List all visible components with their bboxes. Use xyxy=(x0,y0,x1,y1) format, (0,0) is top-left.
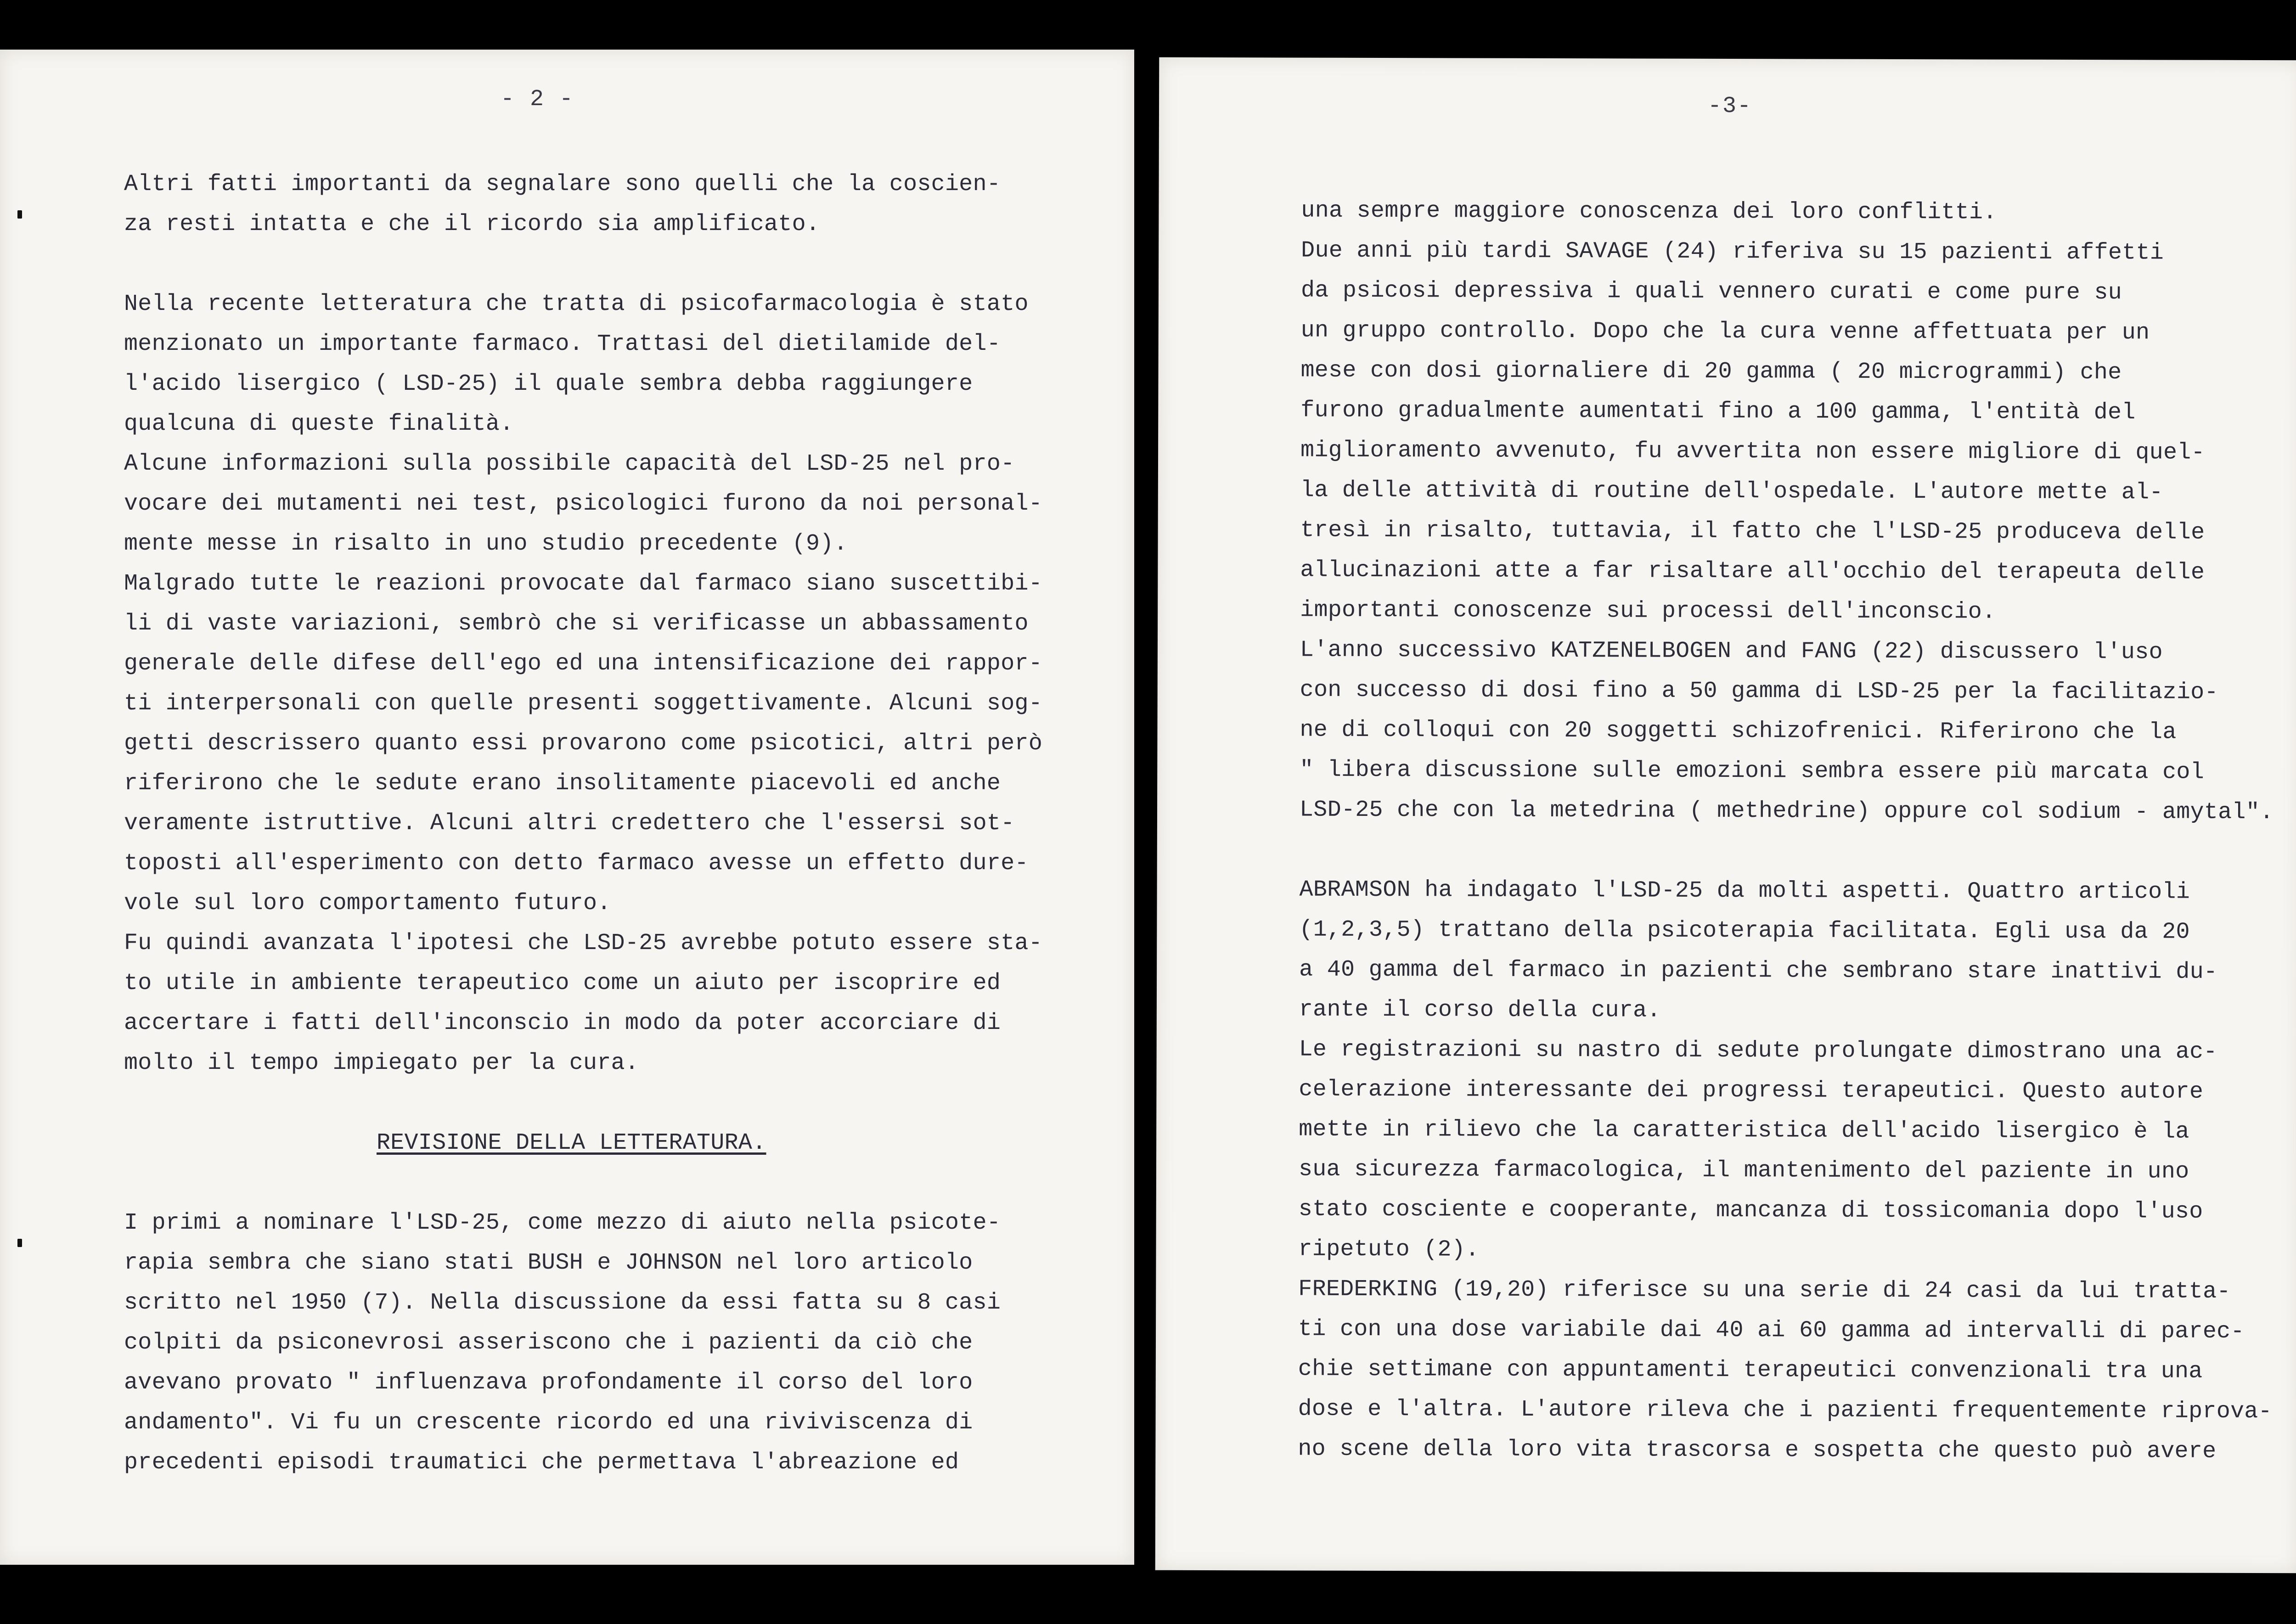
text-line: I primi a nominare l'LSD-25, come mezzo di aiuto nella psicote- xyxy=(124,1210,1001,1236)
text-line: mente messe in risalto in uno studio precedente (9). xyxy=(124,531,848,557)
text-line: getti descrissero quanto essi provarono come psicotici, altri però xyxy=(124,731,1043,757)
text-line: andamento". Vi fu un crescente ricordo ed una riviviscenza di xyxy=(124,1410,973,1436)
text-line: no scene della loro vita trascorsa e sospetta che questo può avere xyxy=(1298,1436,2217,1465)
text-line: ti interpersonali con quelle presenti soggettivamente. Alcuni sog- xyxy=(124,691,1043,717)
text-line: Nella recente letteratura che tratta di psicofarmacologia è stato xyxy=(124,291,1029,317)
text-line: L'anno successivo KATZENELBOGEN and FANG (22) discussero l'uso xyxy=(1300,637,2163,666)
text-line: la delle attività di routine dell'ospedale. L'autore mette al- xyxy=(1300,477,2163,506)
text-line: precedenti episodi traumatici che permettava l'abreazione ed xyxy=(124,1450,959,1476)
text-line: menzionato un importante farmaco. Trattasi del dietilamide del- xyxy=(124,331,1001,357)
text-line: dose e l'altra. L'autore rileva che i pazienti frequentemente riprova- xyxy=(1298,1396,2273,1425)
text-line: mette in rilievo che la caratteristica dell'acido lisergico è la xyxy=(1299,1116,2189,1145)
text-line: colpiti da psiconevrosi asseriscono che i pazienti da ciò che xyxy=(124,1330,973,1356)
section-title-text: REVISIONE DELLA LETTERATURA. xyxy=(377,1130,766,1156)
text-line: mese con dosi giornaliere di 20 gamma ( 20 microgrammi) che xyxy=(1300,357,2122,386)
text-line: da psicosi depressiva i quali vennero curati e come pure su xyxy=(1300,277,2122,306)
page-number: - 2 - xyxy=(501,86,574,112)
text-line: to utile in ambiente terapeutico come un aiuto per iscoprire ed xyxy=(124,970,1001,996)
text-line: sua sicurezza farmacologica, il mantenimento del paziente in uno xyxy=(1298,1156,2189,1185)
punch-hole-mark xyxy=(17,1239,22,1247)
text-line: ripetuto (2). xyxy=(1298,1236,1480,1263)
text-line: za resti intatta e che il ricordo sia amplificato. xyxy=(124,211,820,237)
text-line: chie settimane con appuntamenti terapeutici convenzionali tra una xyxy=(1298,1356,2203,1385)
text-line: stato cosciente e cooperante, mancanza di tossicomania dopo l'uso xyxy=(1298,1196,2203,1225)
text-line: Le registrazioni su nastro di sedute prolungate dimostrano una ac- xyxy=(1299,1036,2217,1065)
text-line: importanti conoscenze sui processi dell'inconscio. xyxy=(1300,597,1996,625)
text-line: un gruppo controllo. Dopo che la cura venne affettuata per un xyxy=(1300,317,2150,346)
paragraph-gap xyxy=(124,244,1042,284)
text-line: ne di colloqui con 20 soggetti schizofrenici. Riferirono che la xyxy=(1300,717,2177,746)
text-line: a 40 gamma del farmaco in pazienti che sembrano stare inattivi du- xyxy=(1299,956,2218,985)
text-line: veramente istruttive. Alcuni altri credettero che l'essersi sot- xyxy=(124,810,1015,837)
text-line: una sempre maggiore conoscenza dei loro conflitti. xyxy=(1301,197,1997,226)
paragraph-gap xyxy=(1300,830,2274,873)
punch-hole-mark xyxy=(17,210,22,219)
text-line: furono gradualmente aumentati fino a 100 gamma, l'entità del xyxy=(1300,397,2136,426)
text-line: LSD-25 che con la metedrina ( methedrine) oppure col sodium - amytal". xyxy=(1299,797,2274,826)
text-line: ti con una dose variabile dai 40 ai 60 gamma ad intervalli di parec- xyxy=(1298,1316,2245,1345)
page-number: -3- xyxy=(1707,93,1752,120)
text-line: toposti all'esperimento con detto farmaco avesse un effetto dure- xyxy=(124,850,1029,877)
text-line: Due anni più tardi SAVAGE (24) riferiva su 15 pazienti affetti xyxy=(1301,237,2164,266)
text-line: avevano provato " influenzava profondamente il corso del loro xyxy=(124,1370,973,1396)
text-line: miglioramento avvenuto, fu avvertita non essere migliore di quel- xyxy=(1300,437,2205,466)
text-line: li di vaste variazioni, sembrò che si verificasse un abbassamento xyxy=(124,611,1029,637)
text-line: (1,2,3,5) trattano della psicoterapia facilitata. Egli usa da 20 xyxy=(1299,916,2190,945)
text-line: " libera discussione sulle emozioni sembra essere più marcata col xyxy=(1300,757,2205,786)
text-line: Malgrado tutte le reazioni provocate dal farmaco siano suscettibi- xyxy=(124,571,1043,597)
paragraph-gap xyxy=(124,1083,1042,1123)
text-line: riferirono che le sedute erano insolitamente piacevoli ed anche xyxy=(124,770,1001,797)
page-body xyxy=(124,164,1042,1483)
left-page xyxy=(0,50,1134,1565)
text-line: molto il tempo impiegato per la cura. xyxy=(124,1050,639,1076)
section-title xyxy=(124,1123,1042,1163)
text-line: generale delle difese dell'ego ed una intensificazione dei rappor- xyxy=(124,651,1043,677)
page-body xyxy=(1298,191,2275,1472)
text-line: ABRAMSON ha indagato l'LSD-25 da molti aspetti. Quattro articoli xyxy=(1299,877,2190,905)
text-line: scritto nel 1950 (7). Nella discussione da essi fatta su 8 casi xyxy=(124,1290,1001,1316)
right-page xyxy=(1155,57,2296,1573)
text-line: vole sul loro comportamento futuro. xyxy=(124,890,611,916)
text-line: allucinazioni atte a far risaltare all'occhio del terapeuta delle xyxy=(1300,557,2205,586)
text-line: rante il corso della cura. xyxy=(1299,996,1661,1024)
text-line: vocare dei mutamenti nei test, psicologici furono da noi personal- xyxy=(124,491,1043,517)
text-line: Altri fatti importanti da segnalare sono quelli che la coscien- xyxy=(124,171,1001,197)
text-line: celerazione interessante dei progressi terapeutici. Questo autore xyxy=(1299,1076,2204,1105)
text-line: tresì in risalto, tuttavia, il fatto che l'LSD-25 produceva delle xyxy=(1300,517,2205,546)
text-line: rapia sembra che siano stati BUSH e JOHNSON nel loro articolo xyxy=(124,1250,973,1276)
text-line: qualcuna di queste finalità. xyxy=(124,411,514,437)
paragraph-gap xyxy=(124,1163,1042,1203)
text-line: Fu quindi avanzata l'ipotesi che LSD-25 avrebbe potuto essere sta- xyxy=(124,930,1043,956)
text-line: con successo di dosi fino a 50 gamma di LSD-25 per la facilitazio- xyxy=(1300,677,2218,706)
text-line: accertare i fatti dell'inconscio in modo da poter accorciare di xyxy=(124,1010,1001,1036)
text-line: Alcune informazioni sulla possibile capacità del LSD-25 nel pro- xyxy=(124,451,1015,477)
text-line: l'acido lisergico ( LSD-25) il quale sembra debba raggiungere xyxy=(124,371,973,397)
text-line: FREDERKING (19,20) riferisce su una serie di 24 casi da lui tratta- xyxy=(1298,1276,2231,1305)
